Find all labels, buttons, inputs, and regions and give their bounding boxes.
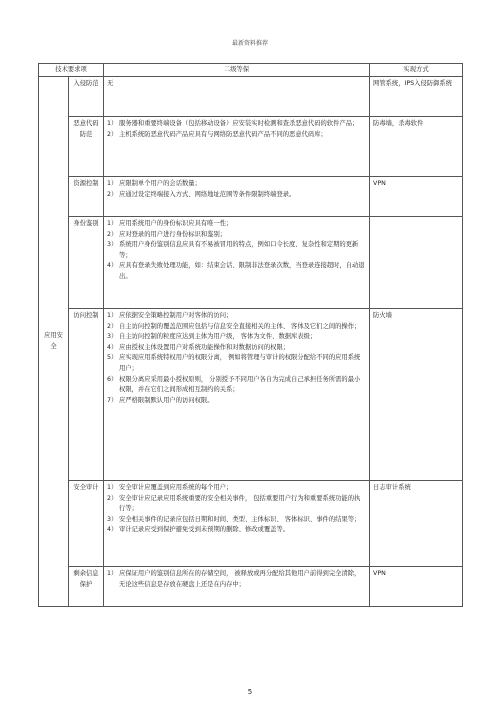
requirement-detail (104, 481, 370, 567)
requirement-detail (104, 117, 370, 177)
table-row (39, 117, 463, 177)
requirement-name: 入侵防范 (69, 77, 104, 117)
item-text: 应对登录的用户进行身份标识和鉴别； (119, 230, 227, 238)
list-item (107, 219, 366, 230)
item-text: 系统用户身份鉴别信息应具有不易被冒用的特点，例如口令长度、复杂性和定期的更新等； (119, 241, 359, 259)
item-number: 2） (107, 130, 118, 138)
item-number: 2） (107, 322, 118, 330)
list-item (107, 525, 366, 536)
header-cell-implementation: 实现方式 (370, 64, 463, 77)
table-row (39, 177, 463, 217)
list-item (107, 343, 366, 354)
list-item (107, 322, 366, 333)
list-item (107, 190, 366, 201)
item-text: 审计记录应受到保护避免受到未预期的删除、修改或覆盖等。 (119, 526, 290, 534)
implementation-cell: VPN (370, 177, 463, 217)
item-text: 服务器和重要终端设备（包括移动设备）应安装实时检测和查杀恶意代码的软件产品； (119, 120, 359, 127)
item-number: 1） (107, 220, 118, 227)
list-item (107, 79, 366, 90)
item-text: 应具有登录失败处理功能，如：结束会话、限制非法登录次数，当登录连接超时，自动退出。 (119, 262, 365, 280)
item-number: 1） (107, 484, 118, 491)
requirement-detail (104, 217, 370, 309)
list-item (107, 569, 366, 590)
requirement-name: 剩余信息保护 (69, 567, 104, 607)
list-item (107, 396, 366, 407)
requirement-name: 安全审计 (69, 481, 104, 567)
table-row (39, 481, 463, 567)
list-item (107, 240, 366, 261)
requirement-detail (104, 177, 370, 217)
item-text: 应用系统用户的身份标识应具有唯一性； (119, 220, 233, 227)
table-row (39, 217, 463, 309)
implementation-cell (370, 217, 463, 309)
list-item (107, 515, 366, 526)
table-row (39, 567, 463, 607)
item-text: 主机系统防恶意代码产品应具有与网络防恶意代码产品不同的恶意代码库； (119, 130, 327, 138)
item-text: 应通过设定终端接入方式、网络地址范围等条件限制终端登录。 (119, 190, 296, 198)
item-text: 自主访问控制的粒度应达到主体为用户级， 客体为文件、数据库表级； (119, 333, 317, 341)
table-header-row (39, 64, 463, 77)
requirement-name: 访问控制 (69, 309, 104, 481)
requirement-detail (104, 309, 370, 481)
table-row (39, 77, 463, 117)
item-text: 安全相关事件的记录应包括日期和时间、类型、主体标识、 客体标识、事件的结果等； (119, 515, 361, 523)
requirement-name: 身份鉴别 (69, 217, 104, 309)
list-item (107, 130, 366, 141)
item-number: 3） (107, 333, 118, 341)
item-text: 应依据安全策略控制用户对客体的访问； (119, 312, 233, 319)
item-number: 2） (107, 494, 118, 502)
security-requirements-table (38, 63, 463, 607)
item-number: 2） (107, 190, 118, 198)
list-item (107, 119, 366, 130)
page-header: 最新资料推荐 (231, 40, 268, 47)
table-row (39, 309, 463, 481)
list-item (107, 353, 366, 374)
item-number: 4） (107, 526, 118, 534)
item-number: 5） (107, 354, 118, 362)
item-number: 3） (107, 515, 118, 523)
item-text: 自主访问控制的覆盖范围应包括与信息安全直接相关的主体、 客体及它们之间的操作； (119, 322, 361, 330)
list-item (107, 261, 366, 282)
item-text: 应由授权主体设置用户对系统功能操作和对数据访问的权限； (119, 343, 290, 351)
requirement-name: 资源控制 (69, 177, 104, 217)
list-item (107, 230, 366, 241)
item-text: 安全审计应覆盖到应用系统的每个用户； (119, 484, 233, 491)
list-item (107, 375, 366, 396)
implementation-cell: 防毒墙，杀毒软件 (370, 117, 463, 177)
item-text: 权限分离应采用最小授权原则， 分别授予不同用户各自为完成自己承担任务所需的最小权限，并在它们之间形成相互制约的关系； (119, 375, 361, 394)
item-number: 4） (107, 343, 118, 351)
list-item (107, 179, 366, 190)
list-item (107, 494, 366, 515)
item-number: 3） (107, 241, 118, 249)
header-cell-level2: 二级等保 (104, 64, 370, 77)
item-number: 2） (107, 230, 118, 238)
item-number: 7） (107, 396, 118, 404)
list-item (107, 311, 366, 322)
item-text: 安全审计应记录应用系统重要的安全相关事件， 包括重要用户行为和重要系统功能的执行等； (119, 494, 361, 513)
item-text: 应限制单个用户的会话数量； (119, 180, 201, 187)
requirement-detail (104, 77, 370, 117)
item-text: 应保证用户的鉴别信息所在的存储空间， 被释放或再分配给其他用户前得到完全清除，无论这些信息是存放在硬盘上还是在内存中； (119, 570, 361, 588)
header-cell-requirement: 技术要求项 (39, 64, 104, 77)
list-item (107, 483, 366, 494)
item-number: 6） (107, 375, 118, 383)
implementation-cell: 防火墙 (370, 309, 463, 481)
implementation-cell: VPN (370, 567, 463, 607)
item-number: 1） (107, 312, 118, 319)
requirement-detail (104, 567, 370, 607)
category-cell: 应用安全 (39, 77, 69, 607)
implementation-cell: 日志审计系统 (370, 481, 463, 567)
item-number: 1） (107, 120, 118, 127)
page-number: 5 (247, 688, 253, 696)
item-number: 4） (107, 262, 118, 270)
list-item (107, 332, 366, 343)
item-number: 1） (107, 570, 118, 577)
item-text: 应实现应用系统特权用户的权限分离， 例如将管理与审计的权限分配给不同的应用系统用户； (119, 354, 361, 372)
item-text: 应严格限制默认用户的访问权限。 (119, 396, 214, 404)
implementation-cell: 网管系统，IPS入侵防御系统 (370, 77, 463, 117)
item-number: 1） (107, 180, 118, 187)
item-text: 无 (107, 80, 114, 87)
requirement-name: 恶意代码防范 (69, 117, 104, 177)
